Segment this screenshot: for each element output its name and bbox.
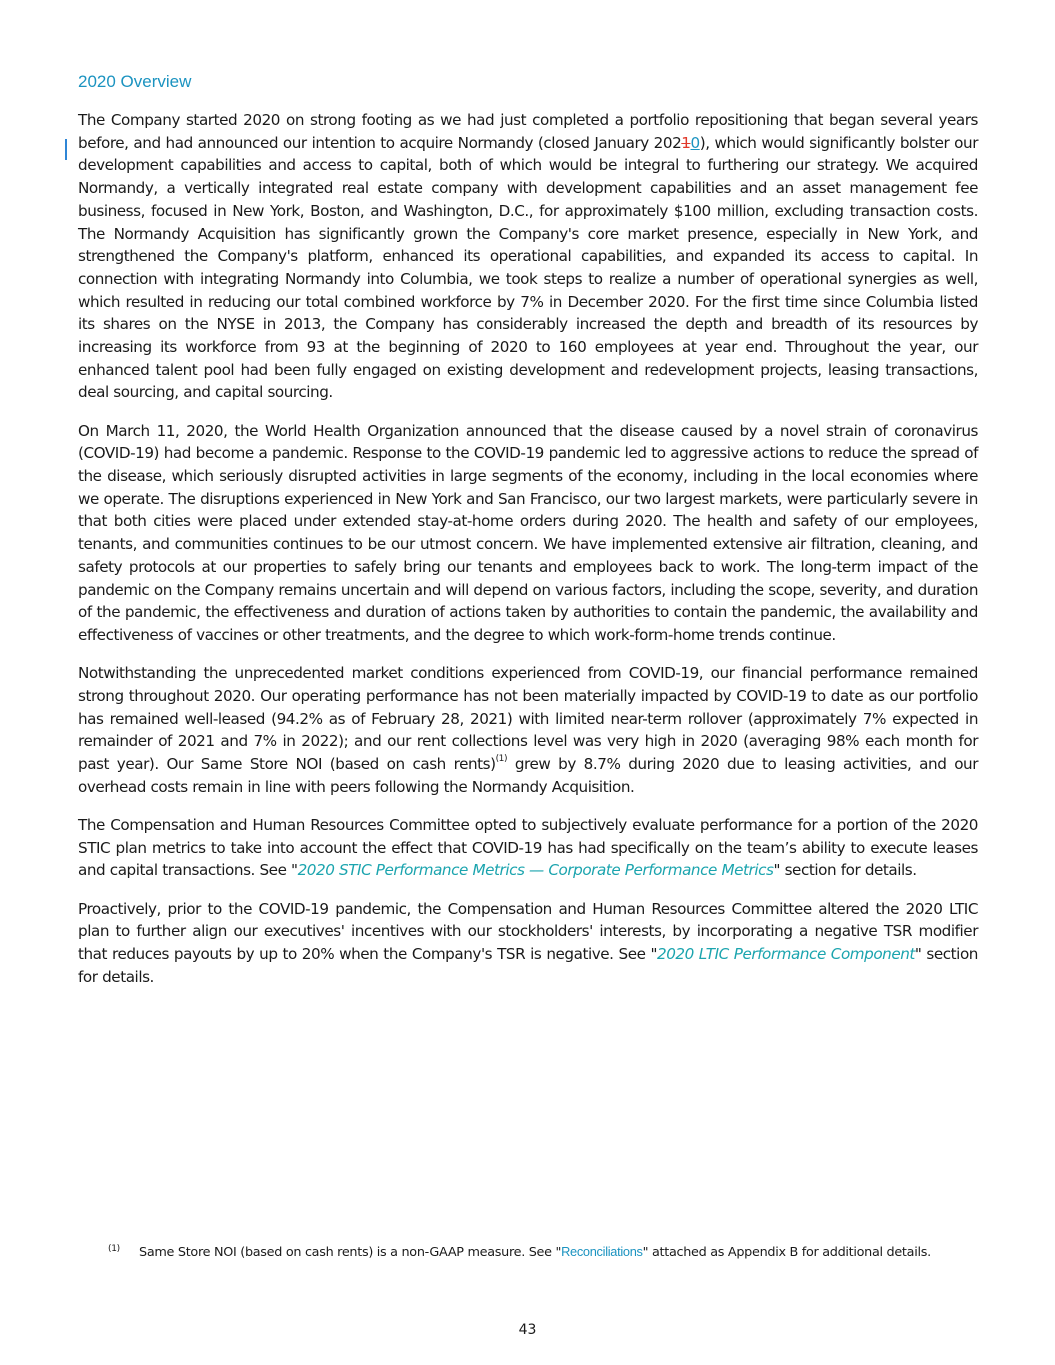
reconciliations-link[interactable]: Reconciliations xyxy=(561,1244,643,1259)
footnote-text: Same Store NOI (based on cash rents) is a non-GAAP measure. See " xyxy=(139,1245,562,1260)
paragraph-ltic-modifier xyxy=(78,898,978,989)
paragraph-financial-performance xyxy=(78,662,978,798)
paragraph-text: Proactively, prior to the COVID-19 pandemic, the Compensation and Human Resources Committee altered the 2020 LTIC plan to further align our executives' incentives with our stockholders' interests, by incorporating a negative TSR modifier that reduces payouts by up to 20% when the Company's TSR is negative. See " xyxy=(78,899,978,963)
paragraph-text: Notwithstanding the unprecedented market conditions experienced from COVID-19, our financial performance remained strong throughout 2020. Our operating performance has not been materially impacted by COVID-19 to date as our portfolio has remained well-leased (94.2% as of February 28, 2021) with limited near-term rollover (approximately 7% expected in remainder of 2021 and 7% in 2022); and our rent collections level was very high in 2020 (averaging 98% each month for past year). Our Same Store NOI (based on cash rents) xyxy=(78,664,978,773)
paragraph-text: " section for details. xyxy=(773,861,917,880)
paragraph-covid-impact: On March 11, 2020, the World Health Organization announced that the disease caused by a novel strain of coronavirus (COVID-19) had become a pandemic. Response to the COVID-19 pandemic led to aggressive actions to reduce the spread of the disease, which seriously disrupted activities in large segments of the economy, including in the local economies where we operate. The disruptions experienced in New York and San Francisco, our two largest markets, were particularly severe in that both cities were placed under extended stay-at-home orders during 2020. The health and safety of our employees, tenants, and communities continues to be our utmost concern. We have implemented extensive air filtration, cleaning, and safety protocols at our properties to safely bring our tenants and employees back to work. The long-term impact of the pandemic on the Company remains uncertain and will depend on various factors, including the scope, severity, and duration of the pandemic, the effectiveness and duration of actions taken by authorities to contain the pandemic, the availability and effectiveness of vaccines or other treatments, and the degree to which work-form-home trends continue. xyxy=(78,421,978,644)
paragraph-stic-evaluation xyxy=(78,814,978,882)
ltic-component-link[interactable]: 2020 LTIC Performance Component xyxy=(656,944,915,963)
tracked-deletion: 1 xyxy=(681,133,691,152)
paragraph-text: The Compensation and Human Resources Committee opted to subjectively evaluate performance for a portion of the 2020 STIC plan metrics to take into account the effect that COVID-19 has had specifically on the team’s ability to execute leases and capital transactions. See " xyxy=(78,815,978,880)
revision-change-bar xyxy=(65,139,67,160)
paragraph-text: " section for details. xyxy=(78,944,978,986)
paragraph-text: ), which would significantly bolster our development capabilities and access to capital, both of which would be integral to furthering our strategy. We acquired Normandy, a vertically integrated real estate company with development capabilities and an asset management fee business, focused in New York, Boston, and Washington, D.C., for approximately $100 million, excluding transaction costs. The Normandy Acquisition has significantly grown the Company's core market presence, especially in New York, and strengthened the Company's platform, enhanced its operational capabilities, and expanded its access to capital. In connection with integrating Normandy into Columbia, we took steps to realize a number of operational synergies as well, which resulted in reducing our total combined workforce by 7% in December 2020. For the first time since Columbia listed its shares on the NYSE in 2013, the Company has considerably increased the depth and breadth of its resources by increasing its workforce from 93 at the beginning of 2020 to 160 employees at year end. Throughout the year, our enhanced talent pool had been fully engaged on existing development and redevelopment projects, leasing transactions, deal sourcing, and capital sourcing. xyxy=(78,133,978,402)
section-heading: 2020 Overview xyxy=(78,72,192,91)
paragraph-text: The Company started 2020 on strong footing as we had just completed a portfolio repositioning that began several years before, and had announced our intention to acquire Normandy (closed January 202 xyxy=(78,111,978,152)
paragraph-text: grew by 8.7% during 2020 due to leasing activities, and our overhead costs remain in line with peers following the Normandy Acquisition. xyxy=(78,754,979,796)
footnote-reference[interactable]: (1) xyxy=(495,753,508,764)
footnote-text: " attached as Appendix B for additional details. xyxy=(642,1245,931,1260)
tracked-insertion: 0 xyxy=(690,133,700,152)
footnote xyxy=(108,1244,988,1260)
stic-metrics-link[interactable]: 2020 STIC Performance Metrics — Corporate Performance Metrics xyxy=(297,861,774,880)
paragraph-normandy-acquisition xyxy=(78,109,978,404)
footnote-marker: (1) xyxy=(108,1244,120,1254)
document-page xyxy=(78,72,978,1004)
page-number: 43 xyxy=(518,1322,537,1338)
